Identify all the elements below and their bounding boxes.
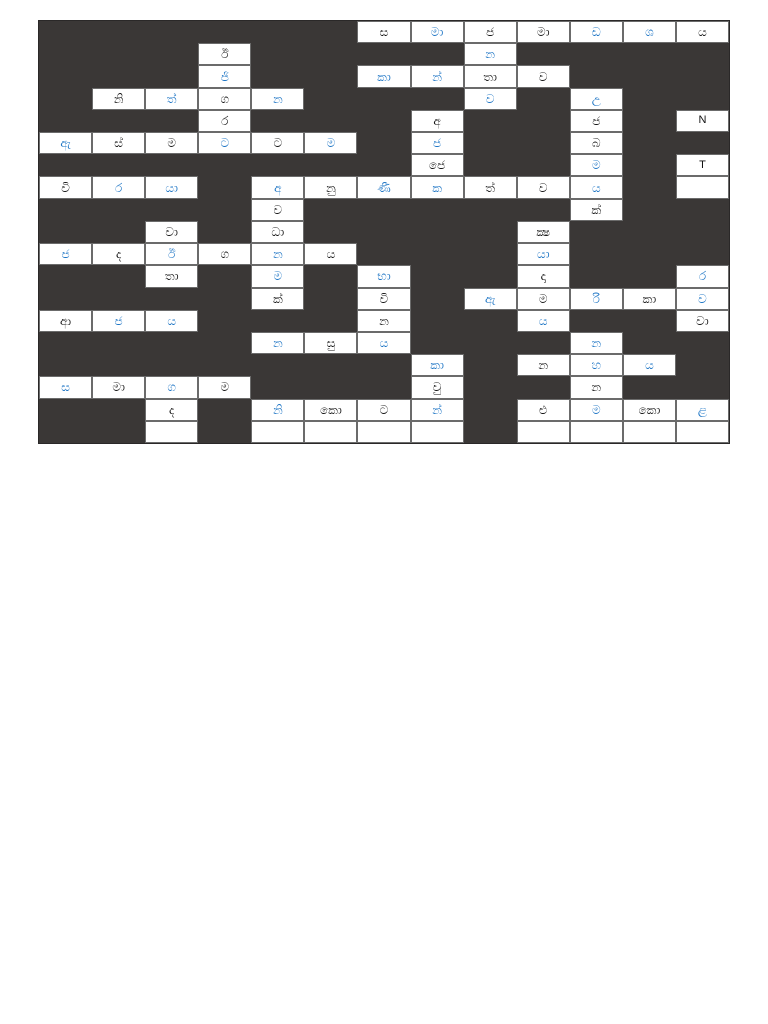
blank-cell <box>411 265 464 287</box>
blank-cell <box>145 65 198 87</box>
blank-cell <box>411 288 464 310</box>
puzzle-cell[interactable]: ට <box>251 132 304 154</box>
blank-cell <box>92 21 145 43</box>
puzzle-cell[interactable]: ඇ <box>39 132 92 154</box>
blank-cell <box>198 332 251 354</box>
blank-cell <box>464 376 517 398</box>
puzzle-cell[interactable]: යා <box>145 176 198 198</box>
puzzle-cell[interactable]: ජි <box>198 65 251 87</box>
puzzle-cell[interactable]: සු <box>304 332 357 354</box>
blank-cell <box>39 421 92 443</box>
puzzle-cell[interactable]: න <box>251 88 304 110</box>
puzzle-cell[interactable]: න <box>251 332 304 354</box>
puzzle-cell[interactable]: කො <box>304 399 357 421</box>
puzzle-cell[interactable]: ර <box>198 110 251 132</box>
blank-cell <box>251 65 304 87</box>
blank-cell <box>357 354 410 376</box>
blank-cell <box>676 221 729 243</box>
blank-cell <box>304 88 357 110</box>
blank-cell <box>357 110 410 132</box>
puzzle-cell[interactable]: T <box>676 154 729 176</box>
puzzle-cell[interactable]: ජ <box>39 243 92 265</box>
blank-cell <box>198 310 251 332</box>
puzzle-cell[interactable]: ව <box>676 288 729 310</box>
puzzle-cell[interactable]: N <box>676 110 729 132</box>
blank-cell <box>92 332 145 354</box>
blank-cell <box>464 243 517 265</box>
blank-cell <box>517 110 570 132</box>
blank-cell <box>411 199 464 221</box>
blank-cell <box>92 421 145 443</box>
blank-cell <box>92 199 145 221</box>
puzzle-cell[interactable]: ය <box>357 332 410 354</box>
puzzle-cell[interactable] <box>676 421 729 443</box>
blank-cell <box>411 221 464 243</box>
blank-cell <box>198 399 251 421</box>
puzzle-cell[interactable]: ව <box>517 176 570 198</box>
puzzle-cell[interactable]: ළු <box>517 399 570 421</box>
blank-cell <box>464 265 517 287</box>
blank-cell <box>304 43 357 65</box>
blank-cell <box>464 310 517 332</box>
blank-cell <box>198 154 251 176</box>
blank-cell <box>676 43 729 65</box>
blank-cell <box>304 65 357 87</box>
puzzle-cell[interactable]: ජ <box>411 132 464 154</box>
puzzle-cell[interactable]: ක <box>411 176 464 198</box>
blank-cell <box>517 376 570 398</box>
puzzle-cell[interactable]: ත් <box>145 88 198 110</box>
blank-cell <box>623 176 676 198</box>
blank-cell <box>464 154 517 176</box>
puzzle-cell[interactable]: ය <box>570 176 623 198</box>
blank-cell <box>198 288 251 310</box>
puzzle-cell[interactable]: න <box>251 243 304 265</box>
blank-cell <box>517 88 570 110</box>
blank-cell <box>39 399 92 421</box>
blank-cell <box>304 21 357 43</box>
blank-cell <box>198 199 251 221</box>
puzzle-cell[interactable]: ඊ <box>145 243 198 265</box>
puzzle-cell[interactable]: ය <box>145 310 198 332</box>
crossword-grid <box>38 20 730 444</box>
puzzle-cell[interactable]: භා <box>357 265 410 287</box>
blank-cell <box>411 243 464 265</box>
puzzle-cell[interactable] <box>145 421 198 443</box>
blank-cell <box>39 110 92 132</box>
blank-cell <box>145 43 198 65</box>
blank-cell <box>464 399 517 421</box>
blank-cell <box>92 43 145 65</box>
blank-cell <box>39 43 92 65</box>
puzzle-cell[interactable]: ම <box>304 132 357 154</box>
puzzle-cell[interactable]: ඇ <box>464 288 517 310</box>
puzzle-cell[interactable]: යා <box>517 243 570 265</box>
puzzle-cell[interactable]: නි <box>92 88 145 110</box>
blank-cell <box>251 110 304 132</box>
blank-cell <box>357 221 410 243</box>
puzzle-cell[interactable]: ම <box>198 376 251 398</box>
blank-cell <box>251 354 304 376</box>
blank-cell <box>570 43 623 65</box>
puzzle-cell[interactable]: වු <box>411 376 464 398</box>
puzzle-cell[interactable]: ව <box>464 88 517 110</box>
puzzle-cell[interactable]: ශ <box>623 21 676 43</box>
blank-cell <box>357 154 410 176</box>
puzzle-cell[interactable]: කා <box>623 288 676 310</box>
puzzle-cell[interactable]: ය <box>517 310 570 332</box>
blank-cell <box>304 288 357 310</box>
blank-cell <box>517 199 570 221</box>
puzzle-cell[interactable]: තා <box>464 65 517 87</box>
blank-cell <box>39 221 92 243</box>
blank-cell <box>464 132 517 154</box>
puzzle-cell[interactable]: න <box>517 354 570 376</box>
blank-cell <box>464 354 517 376</box>
puzzle-cell[interactable]: වා <box>145 221 198 243</box>
puzzle-cell[interactable]: න් <box>411 399 464 421</box>
puzzle-cell[interactable]: ජ <box>570 110 623 132</box>
puzzle-cell[interactable]: න <box>570 376 623 398</box>
puzzle-cell[interactable]: නි <box>251 399 304 421</box>
blank-cell <box>251 21 304 43</box>
blank-cell <box>570 310 623 332</box>
blank-cell <box>145 110 198 132</box>
puzzle-cell[interactable] <box>357 421 410 443</box>
puzzle-cell[interactable]: ය <box>623 354 676 376</box>
puzzle-cell[interactable]: ස් <box>92 132 145 154</box>
puzzle-cell[interactable]: ඊ <box>198 43 251 65</box>
blank-cell <box>92 354 145 376</box>
blank-cell <box>198 265 251 287</box>
blank-cell <box>304 199 357 221</box>
blank-cell <box>304 354 357 376</box>
blank-cell <box>39 88 92 110</box>
puzzle-cell[interactable] <box>676 176 729 198</box>
puzzle-cell[interactable]: කා <box>411 354 464 376</box>
blank-cell <box>304 221 357 243</box>
puzzle-cell[interactable]: ය <box>304 243 357 265</box>
puzzle-cell[interactable]: ධා <box>251 221 304 243</box>
puzzle-cell[interactable]: මා <box>92 376 145 398</box>
puzzle-cell[interactable]: කා <box>357 65 410 87</box>
blank-cell <box>517 332 570 354</box>
puzzle-cell[interactable]: ආ <box>39 310 92 332</box>
blank-cell <box>92 399 145 421</box>
puzzle-cell[interactable] <box>623 421 676 443</box>
blank-cell <box>198 21 251 43</box>
puzzle-cell[interactable]: අ <box>411 110 464 132</box>
puzzle-cell[interactable]: උ <box>570 88 623 110</box>
blank-cell <box>39 65 92 87</box>
puzzle-cell[interactable]: ණී <box>357 176 410 198</box>
blank-cell <box>570 243 623 265</box>
blank-cell <box>623 376 676 398</box>
puzzle-cell[interactable]: ට <box>198 132 251 154</box>
blank-cell <box>198 421 251 443</box>
puzzle-cell[interactable]: ම <box>517 288 570 310</box>
puzzle-cell[interactable]: ස <box>357 21 410 43</box>
puzzle-cell[interactable]: ක් <box>251 288 304 310</box>
puzzle-cell[interactable]: ක්‍ෂ <box>517 221 570 243</box>
puzzle-cell[interactable]: වි <box>39 176 92 198</box>
puzzle-cell[interactable]: ද <box>145 399 198 421</box>
puzzle-cell[interactable]: රි <box>570 288 623 310</box>
puzzle-cell[interactable] <box>517 421 570 443</box>
puzzle-cell[interactable]: ම <box>251 265 304 287</box>
blank-cell <box>304 265 357 287</box>
puzzle-cell[interactable]: අ <box>251 176 304 198</box>
puzzle-cell[interactable]: ජ <box>464 21 517 43</box>
puzzle-cell[interactable]: ත් <box>464 176 517 198</box>
blank-cell <box>623 88 676 110</box>
blank-cell <box>145 21 198 43</box>
puzzle-cell[interactable] <box>411 421 464 443</box>
blank-cell <box>251 376 304 398</box>
blank-cell <box>145 199 198 221</box>
blank-cell <box>464 199 517 221</box>
blank-cell <box>145 332 198 354</box>
blank-cell <box>198 176 251 198</box>
puzzle-cell[interactable]: න <box>357 310 410 332</box>
puzzle-cell[interactable]: නු <box>304 176 357 198</box>
blank-cell <box>145 154 198 176</box>
blank-cell <box>92 221 145 243</box>
puzzle-cell[interactable]: න <box>570 332 623 354</box>
puzzle-cell[interactable]: ම <box>570 154 623 176</box>
blank-cell <box>623 199 676 221</box>
blank-cell <box>411 332 464 354</box>
blank-cell <box>39 288 92 310</box>
puzzle-cell[interactable]: න් <box>411 65 464 87</box>
blank-cell <box>357 376 410 398</box>
blank-cell <box>623 310 676 332</box>
blank-cell <box>517 43 570 65</box>
blank-cell <box>570 65 623 87</box>
blank-cell <box>198 354 251 376</box>
blank-cell <box>517 154 570 176</box>
puzzle-cell[interactable]: කො <box>623 399 676 421</box>
blank-cell <box>411 310 464 332</box>
blank-cell <box>676 332 729 354</box>
blank-cell <box>623 332 676 354</box>
blank-cell <box>198 221 251 243</box>
blank-cell <box>145 288 198 310</box>
puzzle-cell[interactable]: ම <box>570 399 623 421</box>
puzzle-cell[interactable] <box>570 421 623 443</box>
puzzle-cell[interactable]: ව <box>251 199 304 221</box>
puzzle-cell[interactable]: බ <box>570 132 623 154</box>
puzzle-cell[interactable]: න <box>464 43 517 65</box>
puzzle-cell[interactable]: ග <box>198 243 251 265</box>
blank-cell <box>39 154 92 176</box>
blank-cell <box>464 110 517 132</box>
puzzle-cell[interactable]: ඩ <box>570 21 623 43</box>
puzzle-cell[interactable]: දා <box>517 265 570 287</box>
puzzle-cell[interactable]: ය <box>676 21 729 43</box>
puzzle-cell[interactable]: ග <box>198 88 251 110</box>
blank-cell <box>357 199 410 221</box>
blank-cell <box>304 310 357 332</box>
puzzle-cell[interactable] <box>304 421 357 443</box>
blank-cell <box>411 88 464 110</box>
puzzle-cell[interactable]: ජෙ <box>411 154 464 176</box>
puzzle-cell[interactable]: හ <box>570 354 623 376</box>
blank-cell <box>92 288 145 310</box>
blank-cell <box>92 65 145 87</box>
blank-cell <box>411 43 464 65</box>
blank-cell <box>251 310 304 332</box>
blank-cell <box>464 221 517 243</box>
blank-cell <box>304 154 357 176</box>
puzzle-cell[interactable]: මා <box>411 21 464 43</box>
blank-cell <box>92 110 145 132</box>
blank-cell <box>623 110 676 132</box>
puzzle-cell[interactable]: ළ <box>676 399 729 421</box>
blank-cell <box>676 132 729 154</box>
puzzle-cell[interactable]: ර <box>676 265 729 287</box>
blank-cell <box>623 132 676 154</box>
puzzle-cell[interactable]: ව <box>517 65 570 87</box>
puzzle-cell[interactable]: ර <box>92 176 145 198</box>
blank-cell <box>623 65 676 87</box>
blank-cell <box>623 154 676 176</box>
blank-cell <box>676 376 729 398</box>
blank-cell <box>304 110 357 132</box>
blank-cell <box>251 43 304 65</box>
blank-cell <box>357 132 410 154</box>
blank-cell <box>676 354 729 376</box>
blank-cell <box>357 88 410 110</box>
puzzle-cell[interactable]: ම <box>145 132 198 154</box>
blank-cell <box>570 221 623 243</box>
puzzle-cell[interactable]: වා <box>676 310 729 332</box>
blank-cell <box>676 65 729 87</box>
blank-cell <box>623 265 676 287</box>
puzzle-cell[interactable]: තා <box>145 265 198 287</box>
blank-cell <box>357 43 410 65</box>
blank-cell <box>251 154 304 176</box>
blank-cell <box>39 332 92 354</box>
blank-cell <box>92 154 145 176</box>
blank-cell <box>676 88 729 110</box>
blank-cell <box>39 354 92 376</box>
blank-cell <box>357 243 410 265</box>
blank-cell <box>39 199 92 221</box>
puzzle-cell[interactable]: වි <box>357 288 410 310</box>
puzzle-cell[interactable]: ස <box>39 376 92 398</box>
blank-cell <box>145 354 198 376</box>
blank-cell <box>464 421 517 443</box>
blank-cell <box>39 265 92 287</box>
blank-cell <box>676 199 729 221</box>
puzzle-cell[interactable]: ට <box>357 399 410 421</box>
puzzle-cell[interactable]: මා <box>517 21 570 43</box>
blank-cell <box>304 376 357 398</box>
blank-cell <box>623 243 676 265</box>
blank-cell <box>623 221 676 243</box>
puzzle-cell[interactable]: ද <box>92 243 145 265</box>
puzzle-cell[interactable]: ජ <box>92 310 145 332</box>
puzzle-cell[interactable]: ග <box>145 376 198 398</box>
blank-cell <box>623 43 676 65</box>
blank-cell <box>39 21 92 43</box>
puzzle-cell[interactable] <box>251 421 304 443</box>
blank-cell <box>92 265 145 287</box>
blank-cell <box>570 265 623 287</box>
blank-cell <box>517 132 570 154</box>
blank-cell <box>676 243 729 265</box>
puzzle-cell[interactable]: ක් <box>570 199 623 221</box>
blank-cell <box>464 332 517 354</box>
